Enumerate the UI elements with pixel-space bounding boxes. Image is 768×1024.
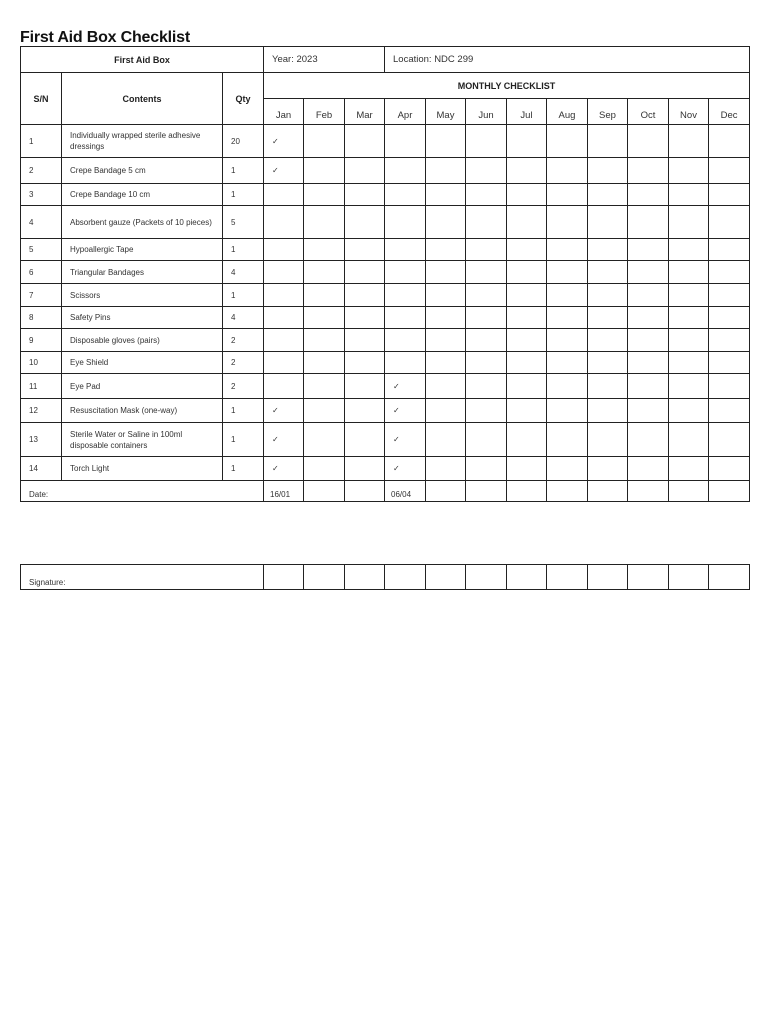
- check-cell-feb[interactable]: [304, 374, 345, 399]
- check-cell-feb[interactable]: [304, 399, 345, 423]
- check-cell-jul[interactable]: [507, 423, 547, 457]
- row-content: Scissors: [62, 284, 223, 307]
- check-cell-mar[interactable]: [345, 239, 385, 261]
- row-content: Eye Shield: [62, 352, 223, 374]
- check-cell-jul[interactable]: [507, 307, 547, 329]
- check-cell-dec[interactable]: [709, 399, 750, 423]
- row-sn: 3: [21, 184, 62, 206]
- check-cell-jun[interactable]: [466, 399, 507, 423]
- check-cell-oct[interactable]: [628, 374, 669, 399]
- row-sn: 13: [21, 423, 62, 457]
- signature-cell-dec[interactable]: [709, 565, 750, 590]
- check-cell-dec[interactable]: [709, 423, 750, 457]
- check-cell-may[interactable]: [426, 457, 466, 481]
- table-row: [21, 399, 750, 423]
- table-row: [21, 239, 750, 261]
- check-cell-jul[interactable]: [507, 352, 547, 374]
- signature-cell-aug[interactable]: [547, 565, 588, 590]
- check-cell-nov[interactable]: [669, 307, 709, 329]
- check-cell-dec[interactable]: [709, 284, 750, 307]
- check-cell-may[interactable]: [426, 158, 466, 184]
- check-cell-nov[interactable]: [669, 184, 709, 206]
- row-qty: 1: [223, 184, 264, 206]
- row-qty: 1: [223, 423, 264, 457]
- row-qty: 5: [223, 206, 264, 239]
- check-cell-oct[interactable]: [628, 352, 669, 374]
- check-cell-apr[interactable]: [385, 261, 426, 284]
- check-cell-feb[interactable]: [304, 184, 345, 206]
- check-cell-jul[interactable]: [507, 239, 547, 261]
- row-content: Eye Pad: [62, 374, 223, 399]
- check-cell-mar[interactable]: [345, 399, 385, 423]
- check-cell-aug[interactable]: [547, 423, 588, 457]
- date-cell-aug[interactable]: [547, 481, 588, 502]
- check-cell-sep[interactable]: [588, 239, 628, 261]
- signature-row: [21, 565, 750, 590]
- row-qty: 1: [223, 284, 264, 307]
- check-cell-jun[interactable]: [466, 206, 507, 239]
- check-cell-sep[interactable]: [588, 399, 628, 423]
- check-cell-jun[interactable]: [466, 158, 507, 184]
- row-sn: 5: [21, 239, 62, 261]
- checklist-body: [21, 125, 750, 502]
- month-header-oct: Oct: [628, 99, 669, 125]
- check-cell-oct[interactable]: [628, 284, 669, 307]
- check-cell-mar[interactable]: [345, 184, 385, 206]
- check-cell-nov[interactable]: [669, 352, 709, 374]
- month-header-may: May: [426, 99, 466, 125]
- check-cell-may[interactable]: [426, 284, 466, 307]
- row-qty: 1: [223, 158, 264, 184]
- check-cell-aug[interactable]: [547, 374, 588, 399]
- check-cell-mar[interactable]: [345, 423, 385, 457]
- row-content: Disposable gloves (pairs): [62, 329, 223, 352]
- check-cell-aug[interactable]: [547, 239, 588, 261]
- row-content: Triangular Bandages: [62, 261, 223, 284]
- row-sn: 10: [21, 352, 62, 374]
- check-cell-mar[interactable]: [345, 206, 385, 239]
- check-cell-feb[interactable]: [304, 457, 345, 481]
- table-row: [21, 158, 750, 184]
- check-cell-jan[interactable]: [264, 329, 304, 352]
- check-cell-sep[interactable]: [588, 206, 628, 239]
- row-qty: 2: [223, 374, 264, 399]
- table-row: [21, 307, 750, 329]
- check-cell-jul[interactable]: [507, 329, 547, 352]
- row-qty: 2: [223, 352, 264, 374]
- month-header-jun: Jun: [466, 99, 507, 125]
- table-row: [21, 457, 750, 481]
- month-header-jul: Jul: [507, 99, 547, 125]
- check-cell-nov[interactable]: [669, 399, 709, 423]
- date-cell-mar[interactable]: [345, 481, 385, 502]
- check-cell-mar[interactable]: [345, 261, 385, 284]
- signature-cell-nov[interactable]: [669, 565, 709, 590]
- month-header-dec: Dec: [709, 99, 750, 125]
- check-mark-apr[interactable]: ✓: [385, 374, 426, 399]
- check-cell-sep[interactable]: [588, 184, 628, 206]
- check-cell-jul[interactable]: [507, 158, 547, 184]
- month-header-jan: Jan: [264, 99, 304, 125]
- date-cell-jun[interactable]: [466, 481, 507, 502]
- check-cell-feb[interactable]: [304, 284, 345, 307]
- check-cell-jun[interactable]: [466, 352, 507, 374]
- row-content: Crepe Bandage 10 cm: [62, 184, 223, 206]
- check-cell-jul[interactable]: [507, 125, 547, 158]
- check-cell-jun[interactable]: [466, 423, 507, 457]
- check-cell-aug[interactable]: [547, 206, 588, 239]
- page-title: First Aid Box Checklist: [20, 29, 190, 46]
- check-cell-mar[interactable]: [345, 352, 385, 374]
- check-mark-jan[interactable]: ✓: [264, 457, 304, 481]
- check-cell-may[interactable]: [426, 239, 466, 261]
- check-cell-feb[interactable]: [304, 125, 345, 158]
- check-cell-nov[interactable]: [669, 239, 709, 261]
- check-cell-dec[interactable]: [709, 329, 750, 352]
- check-cell-apr[interactable]: [385, 206, 426, 239]
- check-cell-apr[interactable]: [385, 329, 426, 352]
- check-cell-aug[interactable]: [547, 125, 588, 158]
- check-cell-oct[interactable]: [628, 158, 669, 184]
- month-header-nov: Nov: [669, 99, 709, 125]
- check-cell-may[interactable]: [426, 329, 466, 352]
- check-cell-jul[interactable]: [507, 399, 547, 423]
- check-cell-may[interactable]: [426, 399, 466, 423]
- check-cell-oct[interactable]: [628, 261, 669, 284]
- check-cell-nov[interactable]: [669, 284, 709, 307]
- check-mark-jan[interactable]: ✓: [264, 399, 304, 423]
- check-cell-sep[interactable]: [588, 125, 628, 158]
- check-mark-apr[interactable]: ✓: [385, 423, 426, 457]
- check-cell-sep[interactable]: [588, 284, 628, 307]
- check-cell-jun[interactable]: [466, 261, 507, 284]
- signature-label: Signature:: [21, 565, 264, 590]
- row-sn: 9: [21, 329, 62, 352]
- row-sn: 14: [21, 457, 62, 481]
- check-cell-feb[interactable]: [304, 158, 345, 184]
- check-cell-mar[interactable]: [345, 284, 385, 307]
- check-cell-feb[interactable]: [304, 206, 345, 239]
- check-cell-sep[interactable]: [588, 329, 628, 352]
- signature-cell-feb[interactable]: [304, 565, 345, 590]
- check-mark-apr[interactable]: ✓: [385, 457, 426, 481]
- row-qty: 1: [223, 399, 264, 423]
- check-cell-oct[interactable]: [628, 329, 669, 352]
- check-cell-feb[interactable]: [304, 239, 345, 261]
- check-cell-aug[interactable]: [547, 329, 588, 352]
- table-row: [21, 125, 750, 158]
- check-cell-apr[interactable]: [385, 239, 426, 261]
- check-cell-aug[interactable]: [547, 352, 588, 374]
- table-row: [21, 284, 750, 307]
- check-cell-jun[interactable]: [466, 457, 507, 481]
- contents-header: Contents: [62, 73, 223, 125]
- row-content: Sterile Water or Saline in 100ml disposable containers: [62, 423, 223, 457]
- check-cell-oct[interactable]: [628, 206, 669, 239]
- check-cell-aug[interactable]: [547, 284, 588, 307]
- check-cell-sep[interactable]: [588, 307, 628, 329]
- first-aid-box-header: First Aid Box: [21, 47, 264, 73]
- signature-cell-may[interactable]: [426, 565, 466, 590]
- check-cell-jun[interactable]: [466, 284, 507, 307]
- check-cell-dec[interactable]: [709, 307, 750, 329]
- row-content: Hypoallergic Tape: [62, 239, 223, 261]
- date-cell-sep[interactable]: [588, 481, 628, 502]
- row-qty: 4: [223, 261, 264, 284]
- check-cell-feb[interactable]: [304, 329, 345, 352]
- check-cell-jan[interactable]: [264, 239, 304, 261]
- check-cell-jun[interactable]: [466, 307, 507, 329]
- month-header-sep: Sep: [588, 99, 628, 125]
- row-content: Individually wrapped sterile adhesive dressings: [62, 125, 223, 158]
- monthly-checklist-header: MONTHLY CHECKLIST: [264, 73, 750, 99]
- check-cell-may[interactable]: [426, 206, 466, 239]
- check-cell-mar[interactable]: [345, 307, 385, 329]
- date-cell-jul[interactable]: [507, 481, 547, 502]
- check-cell-jul[interactable]: [507, 206, 547, 239]
- table-row: [21, 374, 750, 399]
- check-cell-jul[interactable]: [507, 284, 547, 307]
- check-cell-jul[interactable]: [507, 457, 547, 481]
- check-cell-sep[interactable]: [588, 352, 628, 374]
- check-cell-sep[interactable]: [588, 423, 628, 457]
- date-cell-feb[interactable]: [304, 481, 345, 502]
- check-mark-jan[interactable]: ✓: [264, 158, 304, 184]
- check-cell-feb[interactable]: [304, 352, 345, 374]
- check-cell-dec[interactable]: [709, 184, 750, 206]
- row-qty: 2: [223, 329, 264, 352]
- signature-cell-sep[interactable]: [588, 565, 628, 590]
- check-cell-may[interactable]: [426, 352, 466, 374]
- row-sn: 7: [21, 284, 62, 307]
- check-cell-jun[interactable]: [466, 125, 507, 158]
- check-cell-nov[interactable]: [669, 374, 709, 399]
- check-cell-feb[interactable]: [304, 307, 345, 329]
- signature-cell-jan[interactable]: [264, 565, 304, 590]
- check-cell-feb[interactable]: [304, 423, 345, 457]
- date-cell-apr[interactable]: 06/04: [385, 481, 426, 502]
- table-row: [21, 206, 750, 239]
- check-cell-dec[interactable]: [709, 457, 750, 481]
- date-cell-jan[interactable]: 16/01: [264, 481, 304, 502]
- row-content: Crepe Bandage 5 cm: [62, 158, 223, 184]
- row-content: Absorbent gauze (Packets of 10 pieces): [62, 206, 223, 239]
- table-row: [21, 261, 750, 284]
- signature-cell-oct[interactable]: [628, 565, 669, 590]
- check-cell-aug[interactable]: [547, 158, 588, 184]
- sn-header: S/N: [21, 73, 62, 125]
- date-label: Date:: [21, 481, 264, 502]
- signature-table: [20, 564, 750, 590]
- check-cell-nov[interactable]: [669, 125, 709, 158]
- row-sn: 2: [21, 158, 62, 184]
- table-row: [21, 352, 750, 374]
- check-cell-aug[interactable]: [547, 307, 588, 329]
- check-mark-jan[interactable]: ✓: [264, 125, 304, 158]
- check-cell-dec[interactable]: [709, 261, 750, 284]
- check-cell-mar[interactable]: [345, 374, 385, 399]
- row-sn: 6: [21, 261, 62, 284]
- check-cell-mar[interactable]: [345, 158, 385, 184]
- row-qty: 20: [223, 125, 264, 158]
- check-cell-nov[interactable]: [669, 206, 709, 239]
- checklist-table: [20, 46, 750, 502]
- signature-cell-apr[interactable]: [385, 565, 426, 590]
- check-cell-jan[interactable]: [264, 284, 304, 307]
- check-cell-oct[interactable]: [628, 457, 669, 481]
- check-cell-mar[interactable]: [345, 329, 385, 352]
- year-label: Year: 2023: [264, 47, 385, 73]
- check-cell-jan[interactable]: [264, 261, 304, 284]
- check-cell-feb[interactable]: [304, 261, 345, 284]
- row-qty: 1: [223, 239, 264, 261]
- check-cell-jan[interactable]: [264, 206, 304, 239]
- date-cell-nov[interactable]: [669, 481, 709, 502]
- table-row: [21, 184, 750, 206]
- check-cell-jan[interactable]: [264, 352, 304, 374]
- check-cell-may[interactable]: [426, 184, 466, 206]
- check-cell-jun[interactable]: [466, 184, 507, 206]
- check-cell-aug[interactable]: [547, 261, 588, 284]
- location-label: Location: NDC 299: [385, 47, 750, 73]
- check-cell-aug[interactable]: [547, 399, 588, 423]
- check-cell-dec[interactable]: [709, 206, 750, 239]
- row-qty: 1: [223, 457, 264, 481]
- signature-cell-jun[interactable]: [466, 565, 507, 590]
- check-cell-aug[interactable]: [547, 184, 588, 206]
- check-cell-dec[interactable]: [709, 158, 750, 184]
- check-cell-apr[interactable]: [385, 307, 426, 329]
- check-cell-jun[interactable]: [466, 329, 507, 352]
- check-cell-dec[interactable]: [709, 374, 750, 399]
- check-cell-dec[interactable]: [709, 125, 750, 158]
- check-cell-jul[interactable]: [507, 374, 547, 399]
- check-cell-jun[interactable]: [466, 239, 507, 261]
- signature-cell-mar[interactable]: [345, 565, 385, 590]
- date-row: [21, 481, 750, 502]
- row-content: Torch Light: [62, 457, 223, 481]
- check-cell-apr[interactable]: [385, 125, 426, 158]
- check-cell-mar[interactable]: [345, 457, 385, 481]
- month-header-apr: Apr: [385, 99, 426, 125]
- row-content: Safety Pins: [62, 307, 223, 329]
- signature-cell-jul[interactable]: [507, 565, 547, 590]
- row-sn: 8: [21, 307, 62, 329]
- check-cell-nov[interactable]: [669, 261, 709, 284]
- check-cell-may[interactable]: [426, 307, 466, 329]
- check-cell-may[interactable]: [426, 423, 466, 457]
- check-mark-apr[interactable]: ✓: [385, 399, 426, 423]
- row-content: Resuscitation Mask (one-way): [62, 399, 223, 423]
- month-header-mar: Mar: [345, 99, 385, 125]
- check-cell-jan[interactable]: [264, 374, 304, 399]
- check-cell-apr[interactable]: [385, 184, 426, 206]
- check-cell-dec[interactable]: [709, 352, 750, 374]
- check-cell-may[interactable]: [426, 125, 466, 158]
- check-mark-jan[interactable]: ✓: [264, 423, 304, 457]
- check-cell-sep[interactable]: [588, 261, 628, 284]
- check-cell-nov[interactable]: [669, 423, 709, 457]
- check-cell-oct[interactable]: [628, 239, 669, 261]
- check-cell-oct[interactable]: [628, 423, 669, 457]
- check-cell-apr[interactable]: [385, 284, 426, 307]
- date-cell-oct[interactable]: [628, 481, 669, 502]
- check-cell-dec[interactable]: [709, 239, 750, 261]
- row-sn: 11: [21, 374, 62, 399]
- check-cell-jan[interactable]: [264, 184, 304, 206]
- check-cell-jul[interactable]: [507, 261, 547, 284]
- month-header-aug: Aug: [547, 99, 588, 125]
- table-row: [21, 329, 750, 352]
- check-cell-jul[interactable]: [507, 184, 547, 206]
- check-cell-nov[interactable]: [669, 457, 709, 481]
- check-cell-nov[interactable]: [669, 329, 709, 352]
- date-cell-may[interactable]: [426, 481, 466, 502]
- check-cell-may[interactable]: [426, 374, 466, 399]
- check-cell-apr[interactable]: [385, 158, 426, 184]
- check-cell-sep[interactable]: [588, 158, 628, 184]
- check-cell-jan[interactable]: [264, 307, 304, 329]
- check-cell-may[interactable]: [426, 261, 466, 284]
- row-sn: 4: [21, 206, 62, 239]
- check-cell-apr[interactable]: [385, 352, 426, 374]
- date-cell-dec[interactable]: [709, 481, 750, 502]
- table-row: [21, 423, 750, 457]
- row-qty: 4: [223, 307, 264, 329]
- check-cell-oct[interactable]: [628, 399, 669, 423]
- check-cell-sep[interactable]: [588, 457, 628, 481]
- row-sn: 1: [21, 125, 62, 158]
- check-cell-oct[interactable]: [628, 125, 669, 158]
- check-cell-sep[interactable]: [588, 374, 628, 399]
- month-header-feb: Feb: [304, 99, 345, 125]
- qty-header: Qty: [223, 73, 264, 125]
- check-cell-mar[interactable]: [345, 125, 385, 158]
- check-cell-oct[interactable]: [628, 307, 669, 329]
- check-cell-aug[interactable]: [547, 457, 588, 481]
- check-cell-jun[interactable]: [466, 374, 507, 399]
- check-cell-oct[interactable]: [628, 184, 669, 206]
- check-cell-nov[interactable]: [669, 158, 709, 184]
- row-sn: 12: [21, 399, 62, 423]
